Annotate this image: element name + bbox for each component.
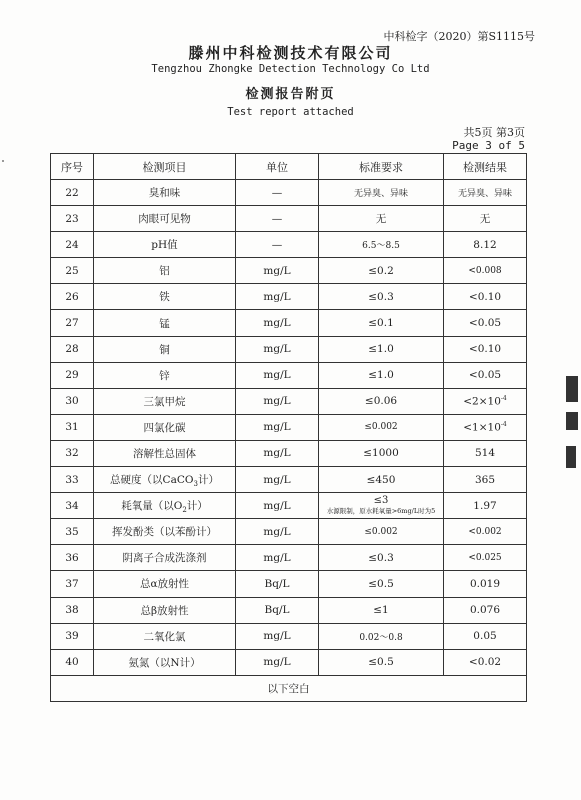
row-result: 无 (444, 206, 527, 232)
row-item: 四氯化碳 (94, 414, 236, 440)
row-unit: mg/L (236, 336, 319, 362)
row-item: 铜 (94, 336, 236, 362)
row-result: <0.05 (444, 310, 527, 336)
standard-note: 水源限制，原水耗氧量>6mg/L时为5 (326, 506, 436, 515)
row-unit: mg/L (236, 493, 319, 519)
row-no: 26 (51, 284, 94, 310)
row-no: 32 (51, 440, 94, 466)
row-standard: ≤0.3 (319, 545, 444, 571)
report-number: 中科检字（2020）第S1115号 (383, 30, 535, 43)
column-header-item: 检测项目 (94, 154, 236, 180)
table-row (51, 206, 527, 232)
table-row (51, 284, 527, 310)
row-unit: mg/L (236, 649, 319, 675)
table-row (51, 414, 527, 440)
test-results-table (50, 153, 527, 702)
row-item: 铁 (94, 284, 236, 310)
row-standard: ≤0.2 (319, 258, 444, 284)
table-row (51, 362, 527, 388)
row-result (444, 388, 527, 414)
row-item: 溶解性总固体 (94, 440, 236, 466)
row-result: 514 (444, 440, 527, 466)
row-result: 0.076 (444, 597, 527, 623)
row-standard: ≤0.3 (319, 284, 444, 310)
page-indicator-cn: 共5页 第3页 (463, 126, 525, 139)
column-header-result: 检测结果 (444, 154, 527, 180)
row-item: 氨氮（以N计） (94, 649, 236, 675)
row-unit: mg/L (236, 414, 319, 440)
row-no: 28 (51, 336, 94, 362)
page-indicator-en: Page 3 of 5 (452, 139, 525, 152)
row-result: 365 (444, 467, 527, 493)
row-unit: — (236, 180, 319, 206)
row-unit: mg/L (236, 440, 319, 466)
blank-remainder-row (51, 675, 527, 701)
row-item: 三氯甲烷 (94, 388, 236, 414)
row-unit: mg/L (236, 519, 319, 545)
company-name-cn: 滕州中科检测技术有限公司 (188, 44, 393, 62)
row-unit: mg/L (236, 284, 319, 310)
row-standard: ≤0.06 (319, 388, 444, 414)
row-item: 铝 (94, 258, 236, 284)
item-text-tail: 计） (197, 473, 219, 486)
row-item: pH值 (94, 232, 236, 258)
row-item (94, 493, 236, 519)
row-result: <0.002 (444, 519, 527, 545)
row-result: <0.10 (444, 284, 527, 310)
row-standard: ≤0.002 (319, 519, 444, 545)
row-item: 挥发酚类（以苯酚计） (94, 519, 236, 545)
row-result: <0.025 (444, 545, 527, 571)
row-no: 35 (51, 519, 94, 545)
row-unit: mg/L (236, 362, 319, 388)
row-item: 总α放射性 (94, 571, 236, 597)
row-no: 33 (51, 467, 94, 493)
item-text-tail: 计） (186, 499, 208, 512)
row-standard: ≤1.0 (319, 362, 444, 388)
result-exponent: -4 (500, 421, 507, 429)
row-result: 0.019 (444, 571, 527, 597)
row-unit: mg/L (236, 310, 319, 336)
item-subscript: 2 (182, 505, 187, 514)
row-standard: 无异臭、异味 (319, 180, 444, 206)
table-row (51, 310, 527, 336)
row-standard: ≤450 (319, 467, 444, 493)
column-header-no: 序号 (51, 154, 94, 180)
row-item: 锰 (94, 310, 236, 336)
row-standard: 6.5～8.5 (319, 232, 444, 258)
table-row (51, 440, 527, 466)
row-standard: ≤0.1 (319, 310, 444, 336)
table-row (51, 336, 527, 362)
table-row (51, 597, 527, 623)
row-standard: ≤0.002 (319, 414, 444, 440)
result-text: <2×10 (463, 395, 501, 408)
row-no: 24 (51, 232, 94, 258)
table-row (51, 232, 527, 258)
table-row (51, 545, 527, 571)
item-text: 耗氧量（以O (121, 499, 183, 512)
row-no: 40 (51, 649, 94, 675)
table-row (51, 258, 527, 284)
row-unit: Bq/L (236, 571, 319, 597)
scan-speck (2, 160, 4, 162)
table-row (51, 571, 527, 597)
column-header-unit: 单位 (236, 154, 319, 180)
row-no: 36 (51, 545, 94, 571)
row-no: 31 (51, 414, 94, 440)
item-subscript: 3 (193, 479, 198, 488)
row-unit: — (236, 232, 319, 258)
table-row (51, 467, 527, 493)
row-unit: mg/L (236, 623, 319, 649)
row-result: 无异臭、异味 (444, 180, 527, 206)
row-no: 39 (51, 623, 94, 649)
row-no: 23 (51, 206, 94, 232)
row-standard: ≤1000 (319, 440, 444, 466)
row-unit: — (236, 206, 319, 232)
row-result: 0.05 (444, 623, 527, 649)
row-item: 阴离子合成洗涤剂 (94, 545, 236, 571)
table-row (51, 180, 527, 206)
row-no: 29 (51, 362, 94, 388)
table-row (51, 388, 527, 414)
row-result (444, 414, 527, 440)
result-text: <1×10 (463, 421, 501, 434)
row-result: 1.97 (444, 493, 527, 519)
row-result: 8.12 (444, 232, 527, 258)
blank-below-note: 以下空白 (51, 675, 527, 701)
row-no: 25 (51, 258, 94, 284)
row-standard (319, 493, 444, 519)
row-item: 总β放射性 (94, 597, 236, 623)
row-item: 二氧化氯 (94, 623, 236, 649)
row-item (94, 467, 236, 493)
table-row (51, 493, 527, 519)
seal-fragment (566, 412, 578, 430)
result-exponent: -4 (500, 395, 507, 403)
row-standard: ≤0.5 (319, 571, 444, 597)
company-name-en: Tengzhou Zhongke Detection Technology Co Ltd (151, 63, 430, 75)
row-standard: ≤1 (319, 597, 444, 623)
row-no: 30 (51, 388, 94, 414)
table-row (51, 623, 527, 649)
row-no: 38 (51, 597, 94, 623)
column-header-standard: 标准要求 (319, 154, 444, 180)
row-result: <0.10 (444, 336, 527, 362)
table-row (51, 519, 527, 545)
report-title-cn: 检测报告附页 (245, 87, 336, 102)
row-result: <0.05 (444, 362, 527, 388)
row-no: 37 (51, 571, 94, 597)
table-row (51, 649, 527, 675)
row-no: 27 (51, 310, 94, 336)
row-item: 肉眼可见物 (94, 206, 236, 232)
row-item: 锌 (94, 362, 236, 388)
seal-fragment (566, 446, 576, 468)
row-unit: mg/L (236, 388, 319, 414)
seal-fragment (566, 376, 578, 402)
row-unit: mg/L (236, 258, 319, 284)
row-standard: ≤1.0 (319, 336, 444, 362)
row-standard: 无 (319, 206, 444, 232)
report-title-en: Test report attached (227, 106, 354, 118)
row-item: 臭和味 (94, 180, 236, 206)
row-no: 22 (51, 180, 94, 206)
row-result: <0.02 (444, 649, 527, 675)
row-standard: 0.02～0.8 (319, 623, 444, 649)
table-header-row (51, 154, 527, 180)
row-no: 34 (51, 493, 94, 519)
item-text: 总硬度（以CaCO (110, 473, 194, 486)
row-result: <0.008 (444, 258, 527, 284)
row-standard: ≤0.5 (319, 649, 444, 675)
row-unit: mg/L (236, 545, 319, 571)
standard-value: ≤3 (373, 494, 389, 506)
row-unit: mg/L (236, 467, 319, 493)
row-unit: Bq/L (236, 597, 319, 623)
